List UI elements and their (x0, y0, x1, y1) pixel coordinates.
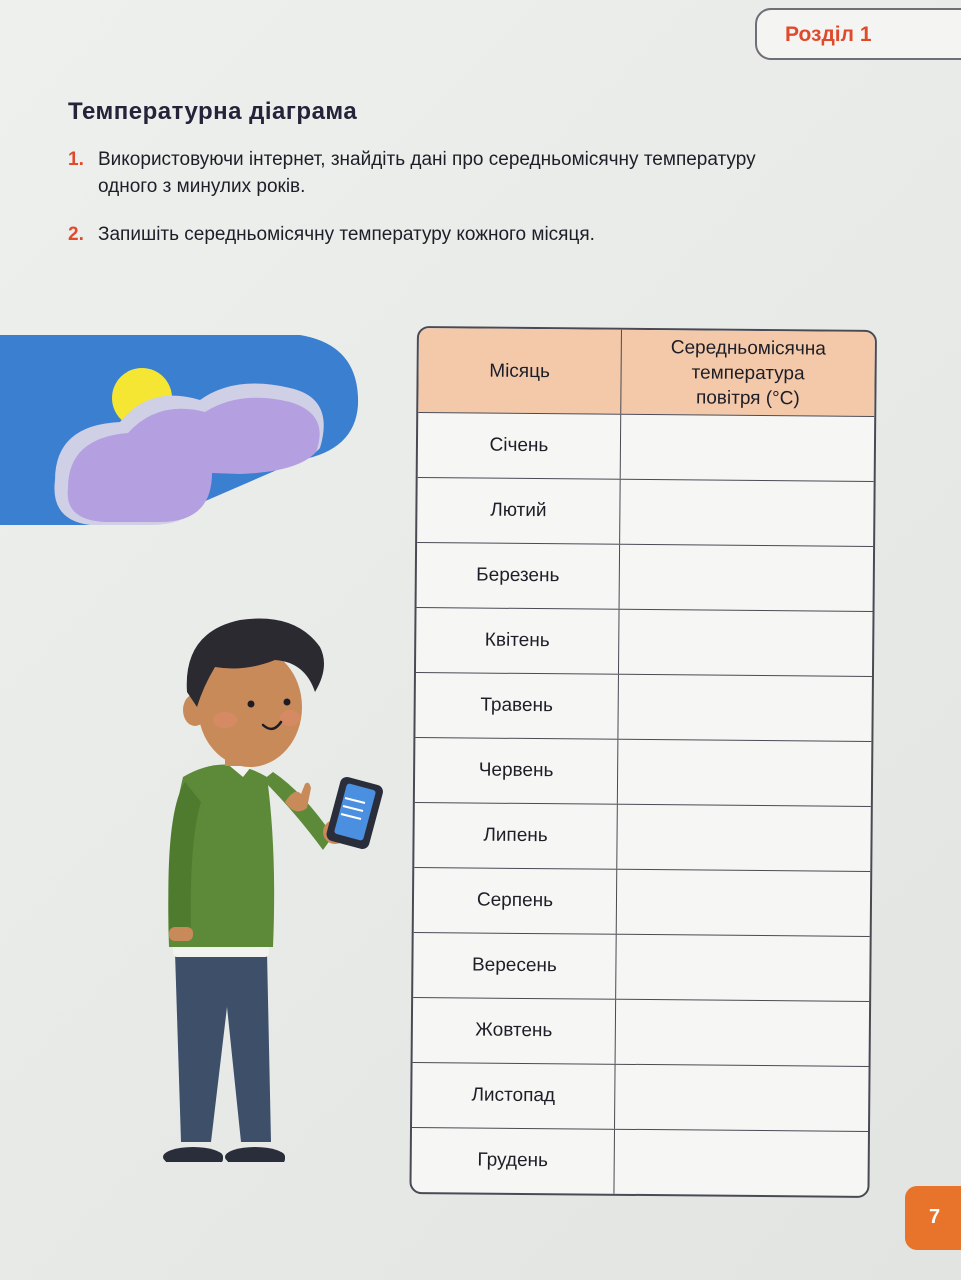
boy-with-phone-illustration (155, 612, 395, 1182)
section-tab (755, 8, 961, 60)
month-cell: Червень (415, 738, 619, 804)
month-cell: Лютий (417, 478, 621, 544)
instruction-2 (68, 221, 595, 248)
month-cell: Травень (415, 673, 619, 739)
sky-illustration (0, 330, 365, 530)
table-row (411, 1127, 868, 1196)
instruction-1-line-1: Використовуючи інтернет, знайдіть дані про середньомісячну температуру (98, 149, 756, 170)
table-row (415, 672, 872, 741)
month-cell: Квітень (416, 608, 620, 674)
page-number-badge (905, 1186, 961, 1250)
instruction-1 (68, 146, 756, 200)
instruction-1-number: 1. (68, 149, 84, 170)
temperature-cell[interactable] (619, 610, 873, 676)
temperature-table (409, 326, 877, 1198)
instruction-2-number: 2. (68, 224, 84, 245)
temperature-cell[interactable] (614, 1130, 868, 1196)
header-temperature-line-1: Середньомісячна (670, 336, 826, 360)
temperature-cell[interactable] (618, 740, 872, 806)
header-month: Місяць (418, 328, 622, 414)
month-cell: Березень (417, 543, 621, 609)
instruction-2-line-1: Запишіть середньомісячну температуру кожного місяця. (98, 224, 595, 245)
table-row (416, 607, 873, 676)
temperature-cell[interactable] (620, 480, 874, 546)
temperature-cell[interactable] (620, 545, 874, 611)
month-cell: Грудень (411, 1128, 615, 1194)
table-row (414, 867, 871, 936)
temperature-cell[interactable] (615, 1065, 869, 1131)
header-temperature-line-2: температура (691, 361, 805, 384)
temperature-cell[interactable] (617, 870, 871, 936)
table-row (417, 477, 874, 546)
table-row (414, 802, 871, 871)
month-cell: Листопад (412, 1063, 616, 1129)
month-cell: Січень (418, 413, 622, 479)
month-cell: Серпень (414, 868, 618, 934)
month-cell: Жовтень (413, 998, 617, 1064)
table-row (413, 932, 870, 1001)
header-temperature-line-3: повітря (°C) (695, 386, 800, 409)
table-header-row (418, 328, 875, 416)
temperature-cell[interactable] (618, 675, 872, 741)
month-cell: Вересень (413, 933, 617, 999)
table-row (417, 542, 874, 611)
temperature-cell[interactable] (621, 415, 875, 481)
table-row (415, 737, 872, 806)
temperature-cell[interactable] (616, 935, 870, 1001)
temperature-cell[interactable] (617, 805, 871, 871)
table-row (418, 412, 875, 481)
table-row (412, 1062, 869, 1131)
section-tab-label: Розділ 1 (785, 23, 872, 46)
month-cell: Липень (414, 803, 618, 869)
page-title: Температурна діаграма (68, 98, 358, 125)
instruction-1-line-2: одного з минулих років. (98, 176, 306, 197)
temperature-cell[interactable] (616, 1000, 870, 1066)
table-row (413, 997, 870, 1066)
page-number: 7 (929, 1206, 941, 1228)
header-temperature (621, 330, 875, 416)
